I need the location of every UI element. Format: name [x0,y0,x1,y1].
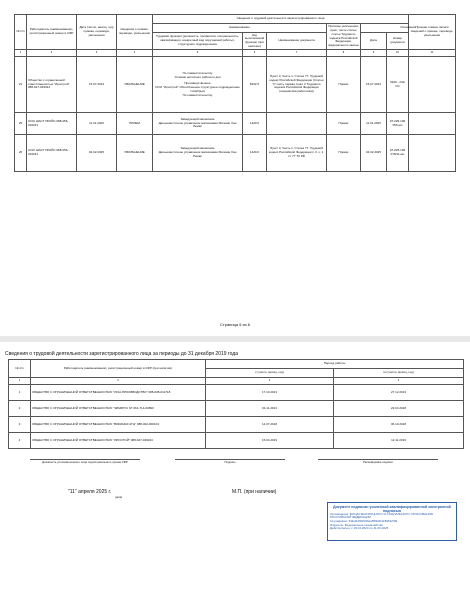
row-position [153,57,243,113]
header-group-basis: Основание [361,24,456,33]
stamp-certificate: Сертификат: 54Ed44f9250A0a55fE0b41895fe509 [330,518,398,523]
row-employer: ОБЩЕСТВО С ОГРАНИЧЕННОЙ ОТВЕТСТВЕННОСТЬЮ "ИОН-ПРОИЗВОДСТВО" 088-008-011718 [31,385,206,401]
col-number: 2 [27,50,77,57]
col-number: 10 [387,50,409,57]
row-no: 4 [9,433,31,449]
row-date: 04.02.2025 [77,135,117,172]
col-number: 6 [243,50,267,57]
position-line: По совместительству [182,92,213,97]
row-position [153,135,243,172]
table-row [9,385,464,401]
header-from: с (число, месяц, год) [206,369,334,378]
row-event: УВОЛЬНЕНИЕ [117,57,153,113]
position-line: Производственное [184,81,211,86]
row-reason: Пункт 3, Часть 1, Статья 77, Трудовой кодекс Российской Федерации (Статья 77 часть первая пункт 3 Трудового кодекса Российской Федерации (инициатива работника)) [267,57,327,113]
header-group-period: Период работы [206,360,464,369]
stamp-organization: Организация: ФОНД ПЕНСИОННОГО И СОЦИАЛЬНОГО СТРАХОВАНИЯ РОССИЙСКОЙ ФЕДЕРАЦИИ [330,511,433,520]
stamp-issuer: Издатель: Федеральное казначейство [330,522,384,527]
row-from: 14.07.2018 [206,417,334,433]
header-to: по (число, месяц, год) [334,369,464,378]
header-event: Сведения о приеме, переводе, увольнении [117,15,153,50]
row-position [153,113,243,135]
row-basis-number: 07-025-106 078/11-мо [387,135,409,172]
col-number: 3 [206,378,334,385]
row-employer: ООО ШАСТ ПРАЙС 088-256-016241 [27,135,77,172]
row-cancel [409,57,456,113]
header-reason: Причины увольнения, пункт, часть статьи, статья Трудового кодекса Российской Федерации, федерального закона [327,24,361,50]
column-numbers-row [15,50,456,57]
date-caption: (дата) [115,496,123,499]
position-line: ООО "Ирострой" Обособленное структурное подразделение г.Ноябрьск [155,85,240,93]
col-number: 2 [31,378,206,385]
name-caption: Расшифровка подписи [363,460,393,464]
table-row [9,433,464,449]
position-line: Дальневосточное управление магазинами Магазин Хан Ремас [158,150,237,158]
issue-date: "11" апреля 2025 г. [68,489,112,495]
row-code: 1420.0 [243,135,267,172]
column-numbers-row [9,378,464,385]
row-from: 17.10.2013 [206,385,334,401]
section-title: Сведения о трудовой деятельности зарегистрированного лица за периоды до 31 декабря 2019 года [5,351,238,357]
row-reason [267,113,327,135]
header-date: Дата (число, месяц, год) приема, перевода, увольнения [77,15,117,50]
row-to: 27.12.2013 [334,385,464,401]
row-no: 1 [9,385,31,401]
row-event: УВОЛЬНЕНИЕ [117,135,153,172]
col-number: 9 [361,50,387,57]
row-employer: ОБЩЕСТВО С ОГРАНИЧЕННОЙ ОТВЕТСТВЕННОСТЬЮ "ЭЛЬБРУС М" 061-714-00890 [31,401,206,417]
header-position: Трудовая функция (должность, профессия, специальность, квалификация, конкретный вид поручаемой работы), структурное подразделение [153,33,243,50]
header-group-info: Сведения о трудовой деятельности зарегистрированного лица [153,15,409,24]
header-employer: Работодатель (наименование), регистрационный номер в СФР [27,15,77,50]
row-basis-date: 04.02.2025 [361,135,387,172]
header-basis-name: Наименование документа [267,33,327,50]
header-basis-number: Номер документа [387,33,409,50]
col-number: 5 [153,50,243,57]
row-cancel [409,113,456,135]
table-row [15,113,456,135]
row-basis-number: 0160 - 23к/ОС [387,57,409,113]
col-number: 8 [327,50,361,57]
row-employer: Общество с ограниченной ответственностью "Ирострой" 088-027-049324 [27,57,77,113]
row-code: 8232.5 [243,57,267,113]
col-number: 4 [334,378,464,385]
row-to: 12.11.2019 [334,433,464,449]
pre-2020-work-table [8,359,464,449]
row-event: ПРИЕМ [117,113,153,135]
row-date: 11.01.2025 [77,113,117,135]
sign-caption: Подпись [224,460,236,464]
col-number: 7 [267,50,327,57]
table-row [15,57,456,113]
seal-place: М.П. (при наличии) [232,489,277,495]
position-line: Условия неполного рабочего дня [174,74,221,79]
row-date: 15.07.2024 [77,57,117,113]
header-cancel: Признак отмены записи сведений о приеме, переводе, увольнении [409,15,456,50]
row-no: 21 [15,57,27,113]
header-no: № п/п [15,15,27,50]
row-employer: ОБЩЕСТВО С ОГРАНИЧЕННОЙ ОТВЕТСТВЕННОСТЬЮ "ВИКИНЬЯ АТЦ" 088-002-000104 [31,417,206,433]
row-basis-date: 11.01.2025 [361,113,387,135]
row-code: 1420.0 [243,113,267,135]
row-no: 3 [9,417,31,433]
col-number: 4 [117,50,153,57]
table-row [9,401,464,417]
row-no: 26 [15,135,27,172]
row-employer: ОБЩЕСТВО С ОГРАНИЧЕННОЙ ОТВЕТСТВЕННОСТЬЮ "ИРОСТОЙ" 088-027-049324 [31,433,206,449]
row-from: 15.04.2019 [206,433,334,449]
position-line: Дальневосточное управление магазинами Магазин Хан Ремас [158,120,237,129]
row-reason: Пункт 3, Часть 1, Статья 77, Трудовой кодекс Российской Федерации п.3, ч. 1, ст. 77 ТК РФ [267,135,327,172]
col-number: 1 [9,378,31,385]
table-row [15,135,456,172]
row-to: 23.04.2018 [334,401,464,417]
labor-activity-table [14,14,456,172]
row-cancel [409,135,456,172]
row-no: 25 [15,113,27,135]
header-no: № п/п [9,360,31,378]
col-number: 3 [77,50,117,57]
position-line: Заведующий магазином [180,146,215,151]
header-basis-date: Дата [361,33,387,50]
page-separator [0,336,470,342]
stamp-validity: Действителен: с 19.04.2024 по 11.06.2025 [330,526,389,531]
stamp-title: Документ подписан усиленной квалифицированной электронной подписью [333,504,451,513]
position-line: По совместительству [182,70,213,75]
header-employer: Работодатель (наименование), регистрационный номер в СФР (при наличии) [31,360,206,378]
header-group-name: Наименование [153,24,327,33]
table-row [9,417,464,433]
electronic-signature-stamp [327,502,457,541]
row-no: 2 [9,401,31,417]
row-from: 04.11.2013 [206,401,334,417]
document-page-6 [0,343,470,600]
row-basis-date: 15.07.2024 [361,57,387,113]
row-basis-number: 07-025-106 056-мо [387,113,409,135]
row-employer: ООО ШАСТ ПРАЙС 088-256-016241 [27,113,77,135]
col-number: 11 [409,50,456,57]
row-basis-name: Приказ [327,57,361,113]
position-caption: Должность уполномоченного лица территориального органа СФР [42,460,128,464]
page-number: Страница 5 из 6 [220,322,250,327]
col-number: 1 [15,50,27,57]
position-line: Заведующий магазином [180,116,215,121]
row-basis-name: Приказ [327,135,361,172]
row-to: 06.10.2018 [334,417,464,433]
header-code: Код выполняемой функции (при наличии) [243,33,267,50]
row-basis-name: Приказ [327,113,361,135]
